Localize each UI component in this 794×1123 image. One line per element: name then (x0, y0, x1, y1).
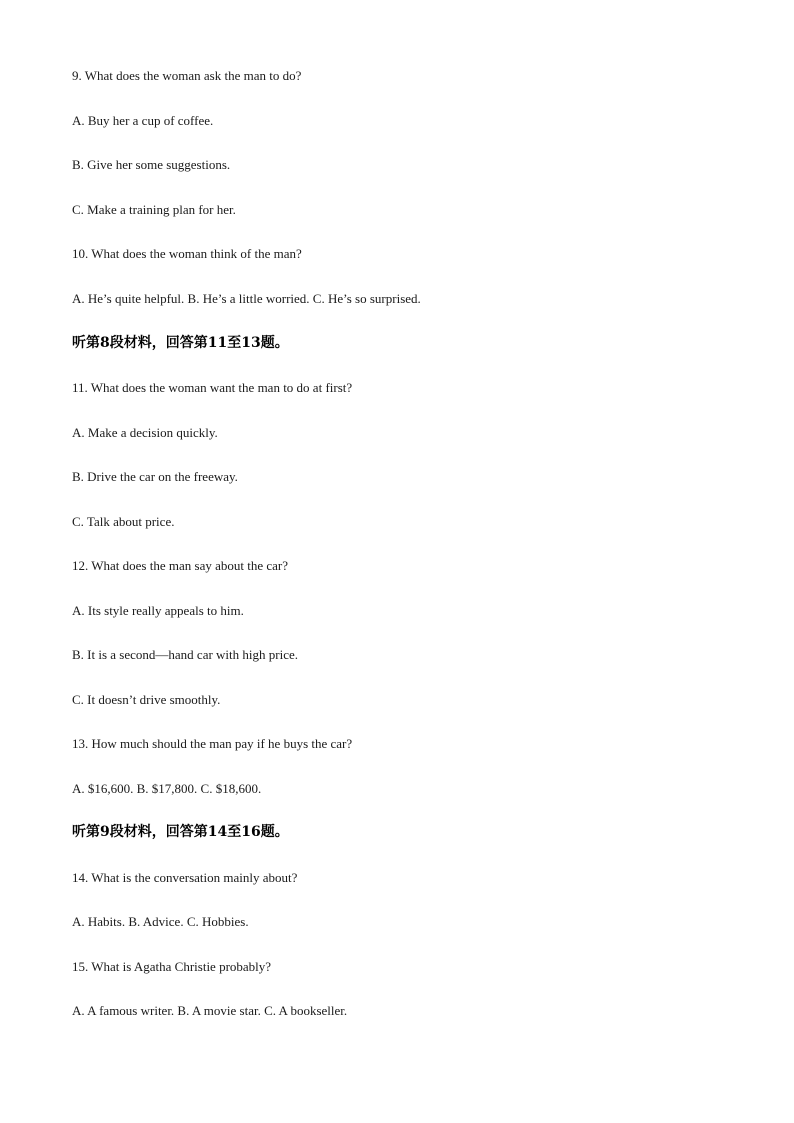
question-12: 12. What does the man say about the car? (72, 558, 288, 573)
option-12a: A. Its style really appeals to him. (72, 603, 244, 618)
option-12c: C. It doesn’t drive smoothly. (72, 692, 221, 707)
section-heading-8: 听第8段材料，回答第11至13题。 (72, 335, 289, 351)
question-9: 9. What does the woman ask the man to do? (72, 68, 302, 83)
options-10: A. He’s quite helpful. B. He’s a little worried. C. He’s so surprised. (72, 291, 421, 306)
options-15: A. A famous writer. B. A movie star. C. A bookseller. (72, 1003, 348, 1018)
options-13: A. $16,600. B. $17,800. C. $18,600. (72, 781, 262, 796)
option-11a: A. Make a decision quickly. (72, 425, 218, 440)
option-9a: A. Buy her a cup of coffee. (72, 113, 214, 128)
option-9c: C. Make a training plan for her. (72, 202, 236, 217)
option-9b: B. Give her some suggestions. (72, 157, 231, 172)
question-10: 10. What does the woman think of the man? (72, 246, 302, 261)
option-12b: B. It is a second—hand car with high price. (72, 647, 298, 662)
question-15: 15. What is Agatha Christie probably? (72, 959, 272, 974)
option-11b: B. Drive the car on the freeway. (72, 469, 238, 484)
options-14: A. Habits. B. Advice. C. Hobbies. (72, 914, 249, 929)
question-11: 11. What does the woman want the man to do at first? (72, 380, 353, 395)
section-heading-9: 听第9段材料，回答第14至16题。 (72, 824, 289, 840)
question-13: 13. How much should the man pay if he buys the car? (72, 736, 353, 751)
question-14: 14. What is the conversation mainly about? (72, 870, 298, 885)
option-11c: C. Talk about price. (72, 514, 175, 529)
